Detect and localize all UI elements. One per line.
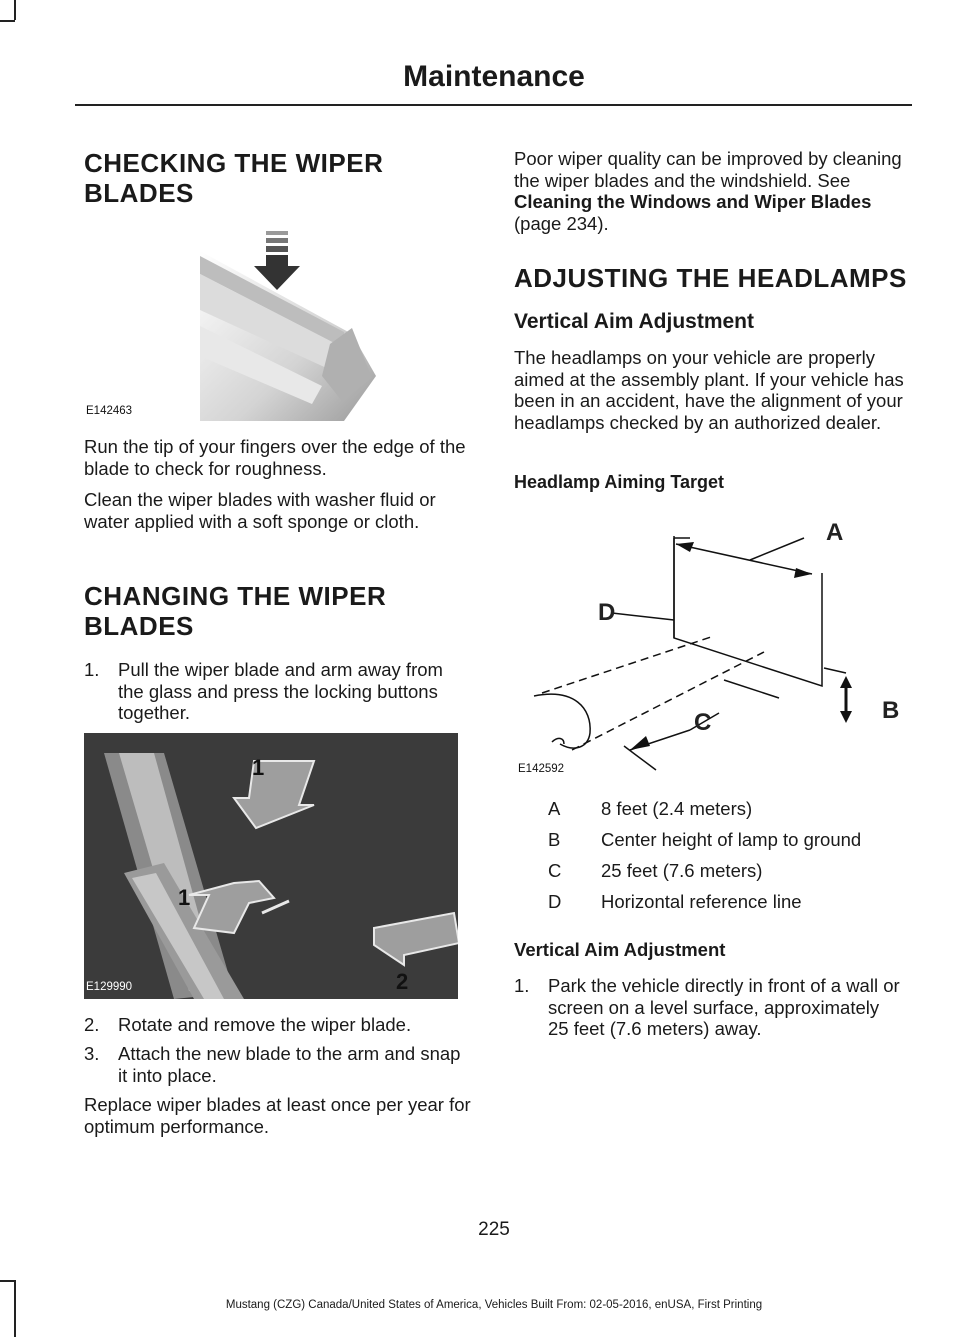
paragraph: The headlamps on your vehicle are properly aimed at the assembly plant. If your vehicle has been in an accident, have the alignment of your headlamps checked by an authorized dealer. [514, 347, 904, 433]
legend-value: 8 feet (2.4 meters) [601, 798, 753, 819]
paragraph-wiper-quality: Poor wiper quality can be improved by cleaning the wiper blades and the windshield. See Cleaning the Windows and Wiper Blades (page 234). [514, 148, 902, 234]
subheading-aiming-target: Headlamp Aiming Target [514, 472, 725, 492]
list-item: 1. Park the vehicle directly in front of a wall or screen on a level surface, approximately 25 feet (7.6 meters) away. [514, 975, 900, 1039]
diagram-label-c: C [694, 709, 712, 736]
figure-label-1-top: 1 [252, 755, 265, 780]
paragraph: Clean the wiper blades with washer fluid or water applied with a soft sponge or cloth. [84, 489, 436, 532]
diagram-label-b: B [882, 697, 900, 724]
legend-value: Center height of lamp to ground [601, 829, 862, 850]
figure-label-1-bottom: 1 [178, 885, 191, 910]
legend-key: B [548, 829, 561, 850]
legend-value: 25 feet (7.6 meters) [601, 860, 763, 881]
diagram-label-d: D [598, 599, 616, 626]
crop-mark [0, 1280, 15, 1282]
legend-value: Horizontal reference line [601, 891, 802, 912]
page-footer: Mustang (CZG) Canada/United States of America, Vehicles Built From: 02-05-2016, enUSA, First Printing [225, 1299, 763, 1311]
legend-key: D [548, 891, 562, 912]
paragraph: Run the tip of your fingers over the edge of the blade to check for roughness. [84, 436, 466, 479]
legend-key: C [548, 860, 562, 881]
heading-adjusting-headlamps: ADJUSTING THE HEADLAMPS [514, 263, 907, 293]
subheading-vertical-aim: Vertical Aim Adjustment [514, 310, 755, 333]
figure-label-2: 2 [396, 969, 409, 994]
figure-code: E142463 [86, 405, 133, 417]
paragraph: Replace wiper blades at least once per year for optimum performance. [84, 1094, 471, 1137]
locking-buttons-illustration [84, 733, 458, 999]
crop-mark [0, 20, 15, 22]
headlamp-aiming-target-diagram [514, 508, 914, 778]
page-number: 225 [478, 1219, 510, 1240]
list-item: 2. Rotate and remove the wiper blade. [84, 1014, 412, 1035]
figure-code: E129990 [86, 981, 133, 993]
legend-key: A [548, 798, 561, 819]
subheading-vertical-aim-2: Vertical Aim Adjustment [514, 939, 726, 960]
header-rule [75, 104, 912, 106]
heading-checking-wiper-blades: CHECKING THE WIPER BLADES [84, 148, 384, 208]
figure-code: E142592 [518, 763, 565, 775]
list-item: 1. Pull the wiper blade and arm away from the glass and press the locking buttons together. [84, 659, 443, 723]
wiper-blade-edge-illustration [82, 226, 382, 421]
crop-mark [14, 0, 16, 20]
page-header-title: Maintenance [403, 60, 585, 93]
cross-reference-link[interactable]: Cleaning the Windows and Wiper Blades [514, 191, 872, 212]
heading-changing-wiper-blades: CHANGING THE WIPER BLADES [84, 581, 387, 641]
diagram-label-a: A [826, 519, 844, 546]
list-item: 3. Attach the new blade to the arm and snap it into place. [84, 1043, 461, 1086]
